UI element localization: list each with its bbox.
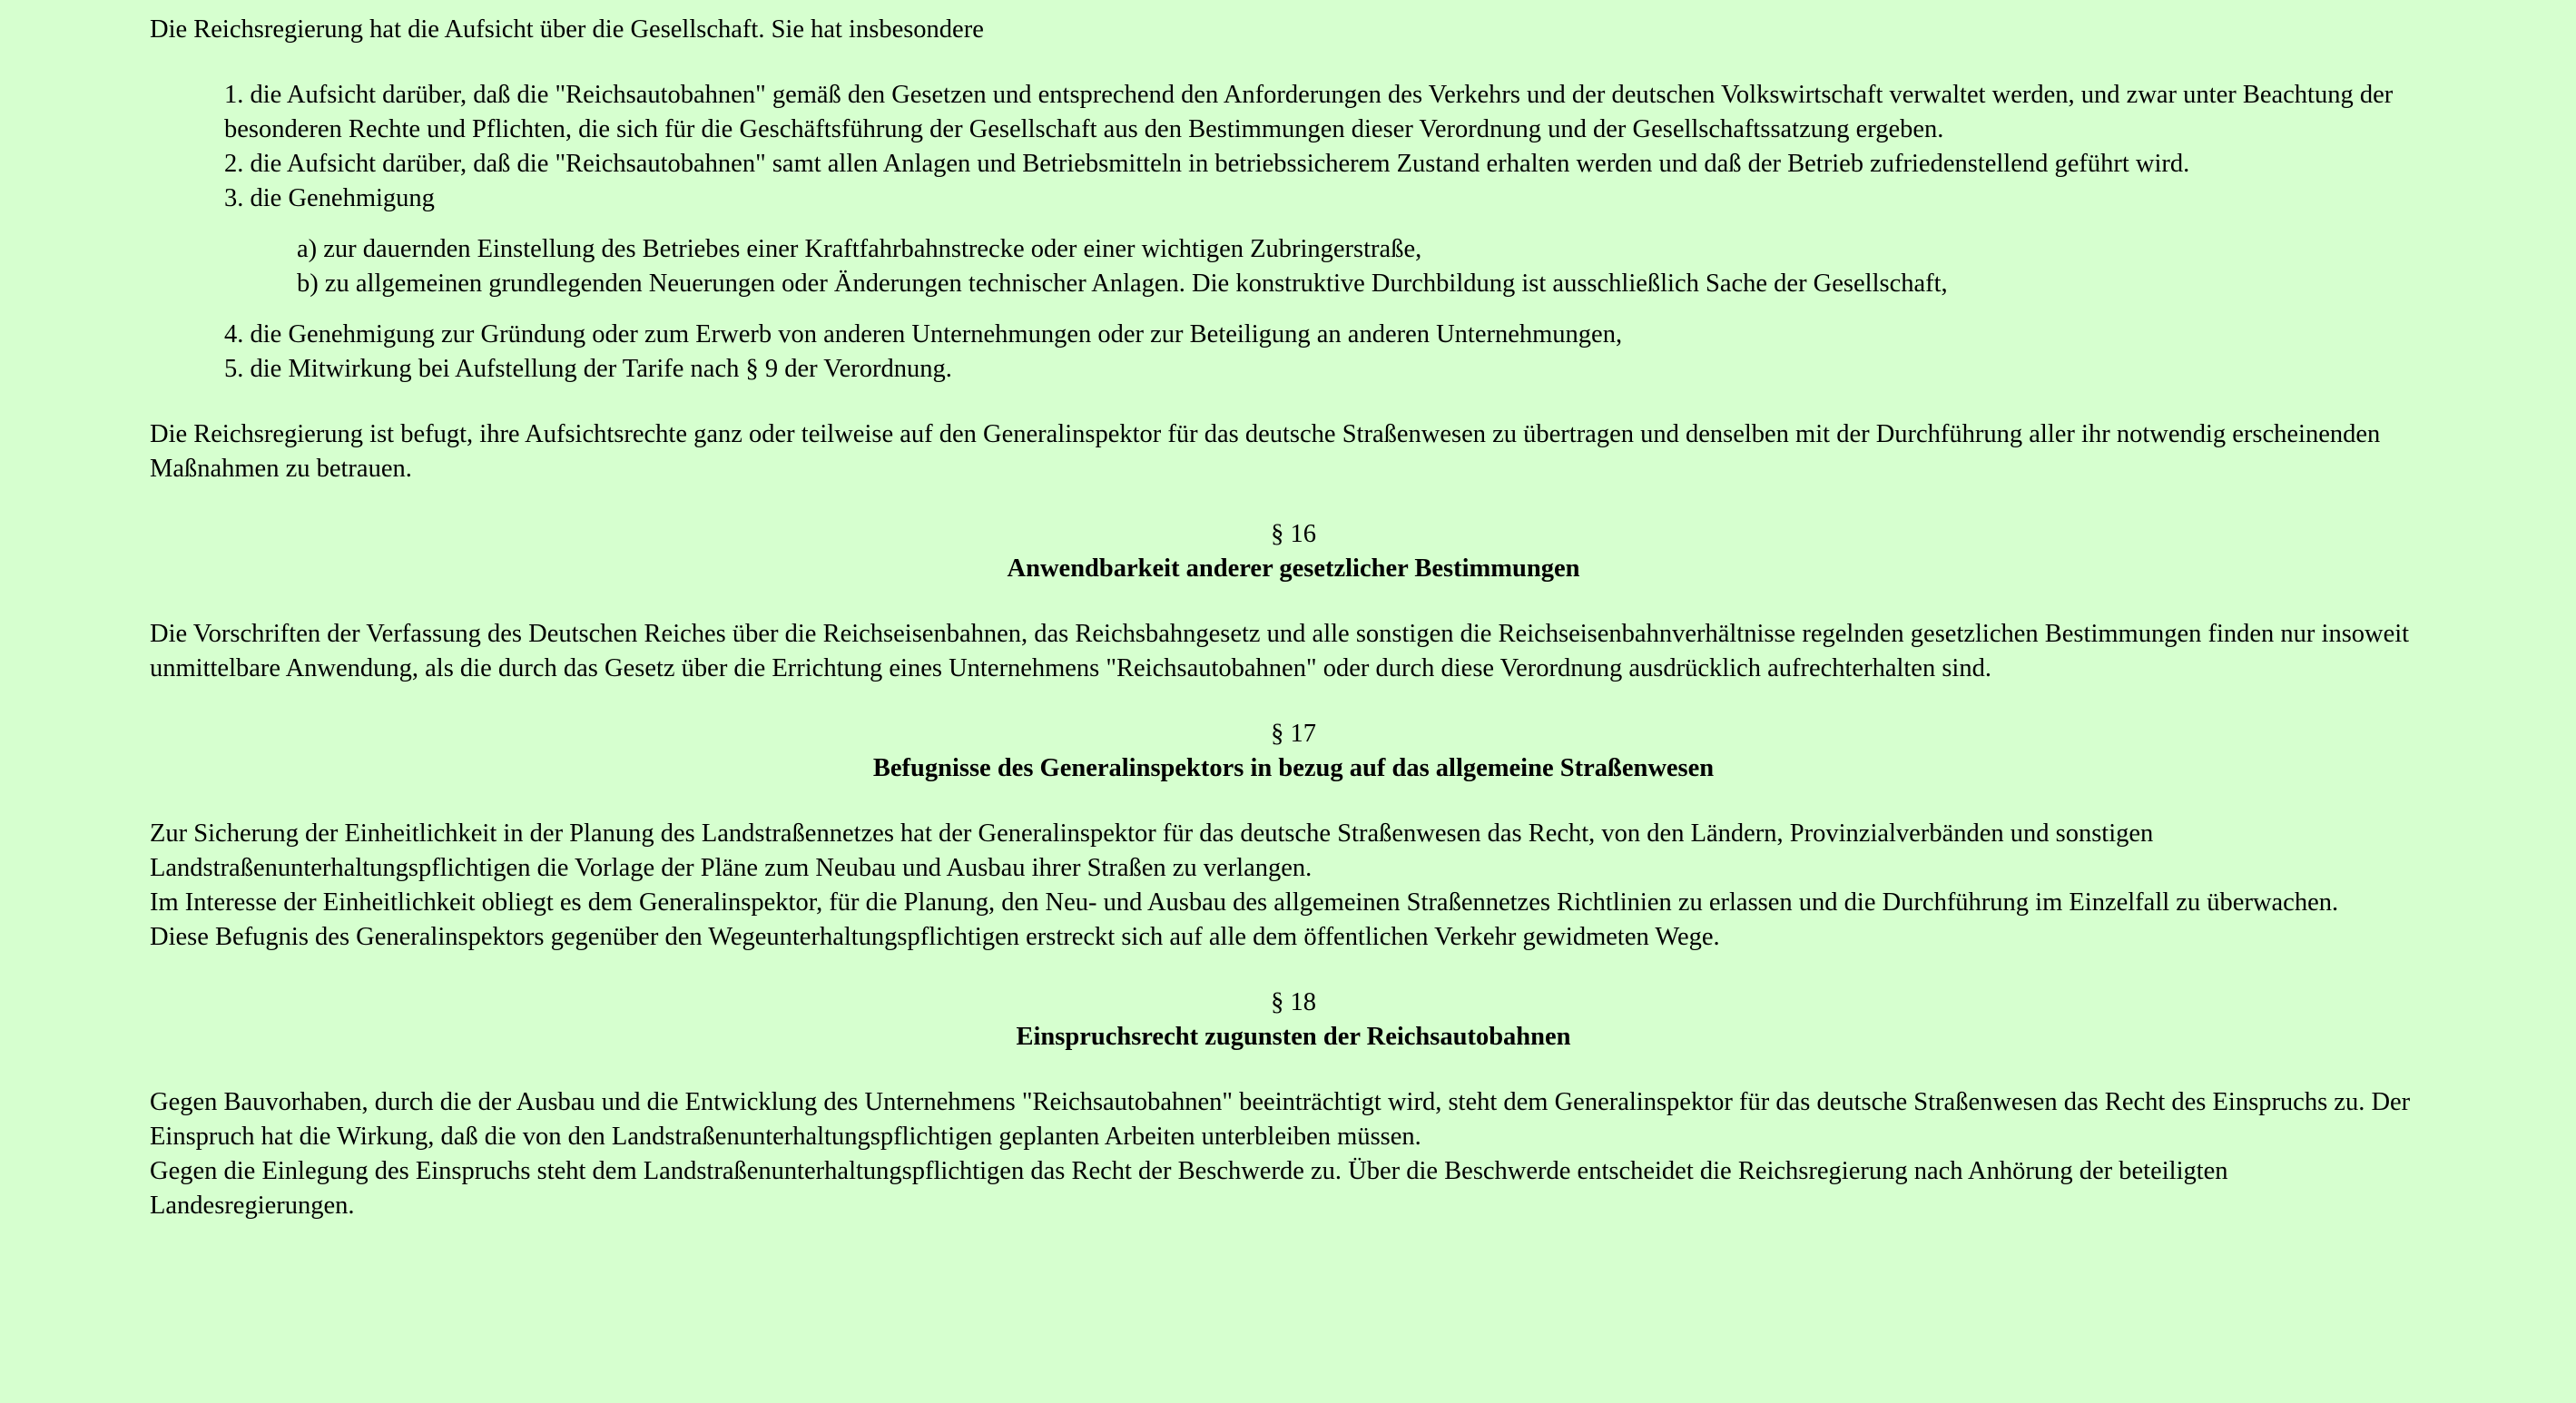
- sublist-item: b) zu allgemeinen grundlegenden Neuerungen oder Änderungen technischer Anlagen. Die konstruktive Durchbildung ist ausschließlich Sache der Gesellschaft,: [297, 270, 1948, 298]
- document-body: [150, 13, 2437, 1254]
- section-17-heading: [150, 717, 2437, 786]
- paragraph-line: Diese Befugnis des Generalinspektors gegenüber den Wegeunterhaltungspflichtigen erstreckt sich auf alle dem öffentlichen Verkehr gewidmeten Wege.: [150, 923, 1720, 951]
- list-item: 2. die Aufsicht darüber, daß die "Reichsautobahnen" samt allen Anlagen und Betriebsmitteln in betriebssicherem Zustand erhalten werden und daß der Betrieb zufriedenstellend geführt wird.: [224, 150, 2190, 178]
- approval-sublist: [224, 232, 2437, 301]
- section-number: § 17: [1271, 720, 1316, 748]
- intro-paragraph: Die Reichsregierung hat die Aufsicht über die Gesellschaft. Sie hat insbesondere: [150, 15, 984, 44]
- list-item: 5. die Mitwirkung bei Aufstellung der Tarife nach § 9 der Verordnung.: [224, 355, 952, 383]
- paragraph-line: Zur Sicherung der Einheitlichkeit in der Planung des Landstraßennetzes hat der Generalinspektor für das deutsche Straßenwesen das Recht, von den Ländern, Provinzialverbänden und sonstigen Landstraßenunterhaltungspflichtigen die Vorlage der Pläne zum Neubau und Ausbau ihrer Straßen zu verlangen.: [150, 819, 2154, 882]
- list-item: 1. die Aufsicht darüber, daß die "Reichsautobahnen" gemäß den Gesetzen und entsprechend den Anforderungen des Verkehrs und der deutschen Volkswirtschaft verwaltet werden, und zwar unter Beachtung der besonderen Rechte und Pflichten, die sich für die Geschäftsführung der Gesellschaft aus den Bestimmungen dieser Verordnung und der Gesellschaftssatzung ergeben.: [224, 81, 2394, 143]
- section-number: § 18: [1271, 988, 1316, 1016]
- list-item-text: 3. die Genehmigung: [224, 184, 435, 212]
- section-title: Anwendbarkeit anderer gesetzlicher Bestimmungen: [1007, 554, 1580, 583]
- section-number: § 16: [1271, 520, 1316, 548]
- list-item: [224, 182, 2437, 301]
- section-17-paragraph: [150, 817, 2437, 955]
- section-18-paragraph: [150, 1085, 2437, 1223]
- section-title: Befugnisse des Generalinspektors in bezug auf das allgemeine Straßenwesen: [872, 754, 1715, 782]
- list-item: 4. die Genehmigung zur Gründung oder zum Erwerb von anderen Unternehmungen oder zur Beteiligung an anderen Unternehmungen,: [224, 320, 1623, 348]
- paragraph-line: Gegen Bauvorhaben, durch die der Ausbau und die Entwicklung des Unternehmens "Reichsautobahnen" beeinträchtigt wird, steht dem Generalinspektor für das deutsche Straßenwesen das Recht des Einspruchs zu. Der Einspruch hat die Wirkung, daß die von den Landstraßenunterhaltungspflichtigen geplanten Arbeiten unterbleiben müssen.: [150, 1088, 2411, 1151]
- supervision-list: [150, 78, 2437, 387]
- section-18-heading: [150, 986, 2437, 1055]
- section-title: Einspruchsrecht zugunsten der Reichsautobahnen: [1016, 1023, 1571, 1051]
- delegation-paragraph: Die Reichsregierung ist befugt, ihre Aufsichtsrechte ganz oder teilweise auf den Generalinspektor für das deutsche Straßenwesen zu übertragen und denselben mit der Durchführung aller ihr notwendig erscheinenden Maßnahmen zu betrauen.: [150, 420, 2381, 483]
- sublist-item: a) zur dauernden Einstellung des Betriebes einer Kraftfahrbahnstrecke oder einer wichtigen Zubringerstraße,: [297, 235, 1422, 263]
- paragraph-line: Im Interesse der Einheitlichkeit obliegt es dem Generalinspektor, für die Planung, den Neu- und Ausbau des allgemeinen Straßennetzes Richtlinien zu erlassen und die Durchführung im Einzelfall zu überwachen.: [150, 888, 2339, 917]
- section-16-heading: [150, 517, 2437, 586]
- paragraph-line: Gegen die Einlegung des Einspruchs steht dem Landstraßenunterhaltungspflichtigen das Recht der Beschwerde zu. Über die Beschwerde entscheidet die Reichsregierung nach Anhörung der beteiligten Landesregierungen.: [150, 1157, 2228, 1220]
- section-16-paragraph: Die Vorschriften der Verfassung des Deutschen Reiches über die Reichseisenbahnen, das Reichsbahngesetz und alle sonstigen die Reichseisenbahnverhältnisse regelnden gesetzlichen Bestimmungen finden nur insoweit unmittelbare Anwendung, als die durch das Gesetz über die Errichtung eines Unternehmens "Reichsautobahnen" oder durch diese Verordnung ausdrücklich aufrechterhalten sind.: [150, 620, 2410, 682]
